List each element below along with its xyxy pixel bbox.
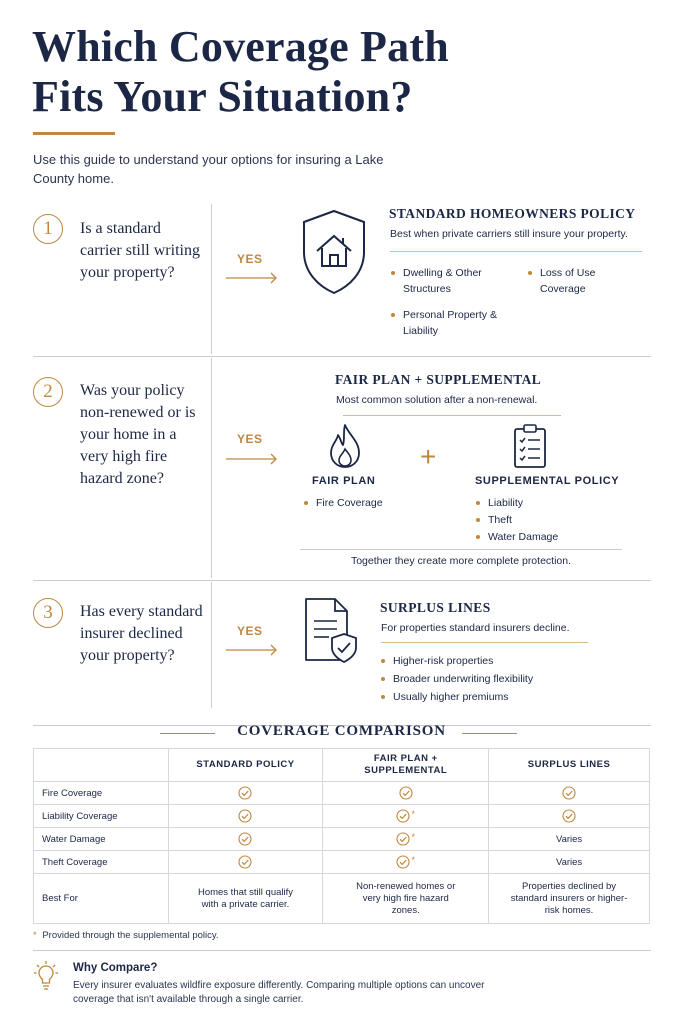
why-compare-text: Every insurer evaluates wildfire exposure differently. Comparing multiple options can uncover coverage that isn't available through a single carrier. (73, 980, 485, 1005)
title-underline (33, 132, 115, 135)
clipboard-checklist-icon (512, 423, 548, 469)
plus-sign: + (420, 441, 437, 472)
column-header (323, 749, 489, 782)
footnote-text: Provided through the supplemental policy. (42, 930, 219, 941)
table-cell: Varies (489, 851, 650, 874)
footnote (33, 930, 219, 941)
check-circle-icon (562, 786, 576, 800)
table-cell (168, 805, 323, 828)
step-2-divider (211, 358, 212, 578)
best-for-text: Homes that still qualify with a private carrier. (197, 886, 293, 910)
gold-divider (390, 251, 642, 252)
step-3-yes: YES (237, 624, 263, 638)
standard-policy-subtitle: Best when private carriers still insure your property. (390, 228, 628, 240)
step-number-1: 1 (33, 214, 63, 244)
step-separator-2 (33, 580, 651, 581)
table-cell: Varies (489, 828, 650, 851)
table-cell (168, 851, 323, 874)
comparison-title: COVERAGE COMPARISON (237, 723, 446, 739)
supplemental-policy-title: SUPPLEMENTAL POLICY (475, 475, 620, 487)
fair-plan-supplemental-subtitle: Most common solution after a non-renewal. (336, 394, 538, 406)
table-cell (168, 874, 323, 924)
row-label: Theft Coverage (34, 851, 169, 874)
bullet-item: Water Damage (476, 529, 596, 545)
table-cell (489, 805, 650, 828)
row-label: Water Damage (34, 828, 169, 851)
arrow-right-icon (226, 272, 278, 284)
column-header: STANDARD POLICY (168, 749, 323, 782)
step-2-yes: YES (237, 432, 263, 446)
arrow-right-icon (226, 453, 278, 465)
column-header: SURPLUS LINES (489, 749, 650, 782)
divider (300, 549, 622, 550)
gold-divider (343, 415, 561, 416)
table-cell (323, 782, 489, 805)
document-shield-icon (303, 596, 359, 664)
bullet-item: Theft (476, 512, 596, 528)
step-1-question: Is a standard carrier still writing your property? (80, 220, 200, 281)
step-2-question: Was your policy non-renewed or is your home in a very high fire hazard zone? (80, 382, 196, 487)
bullet-item: Liability (476, 495, 596, 511)
best-for-text: Properties declined by standard insurers or higher-risk homes. (510, 880, 628, 916)
bullet-item: Higher-risk properties (381, 653, 581, 669)
bullet-item: Broader underwriting flexibility (381, 671, 581, 687)
table-row (34, 828, 650, 851)
lightbulb-icon (34, 960, 58, 992)
column-header-text: FAIR PLAN + SUPPLEMENTAL (364, 753, 448, 776)
bullet-item: Fire Coverage (304, 495, 414, 511)
combined-protection-note: Together they create more complete protection. (350, 555, 572, 567)
table-header-row (34, 749, 650, 782)
table-row (34, 874, 650, 924)
step-3-question: Has every standard insurer declined your property? (80, 603, 203, 664)
footnote-marker: * (33, 930, 37, 941)
table-cell (489, 874, 650, 924)
table-header-blank (34, 749, 169, 782)
footnote-star: * (411, 832, 415, 842)
footnote-star: * (411, 809, 415, 819)
standard-policy-title: STANDARD HOMEOWNERS POLICY (389, 206, 636, 221)
bullet-item: Personal Property & Liability (391, 307, 521, 339)
table-cell (323, 851, 489, 874)
check-circle-icon (238, 786, 252, 800)
surplus-lines-title: SURPLUS LINES (380, 600, 491, 615)
check-circle-icon (396, 809, 410, 823)
table-cell (323, 805, 489, 828)
gold-divider (381, 642, 588, 643)
table-cell (168, 782, 323, 805)
table-row (34, 805, 650, 828)
divider (33, 950, 651, 951)
title-line-1: Which Coverage Path (32, 22, 449, 71)
table-cell (168, 828, 323, 851)
title-line-2: Fits Your Situation? (32, 72, 413, 121)
step-1-divider (211, 204, 212, 354)
row-label: Fire Coverage (34, 782, 169, 805)
table-row (34, 782, 650, 805)
step-number-2: 2 (33, 377, 63, 407)
page-title (32, 22, 652, 122)
step-3-divider (211, 582, 212, 708)
check-circle-icon (238, 809, 252, 823)
surplus-lines-subtitle: For properties standard insurers decline. (381, 622, 570, 634)
check-circle-icon (562, 809, 576, 823)
check-circle-icon (399, 786, 413, 800)
shield-house-icon (300, 208, 368, 296)
step-separator-1 (33, 356, 651, 357)
bullet-item: Loss of Use Coverage (528, 265, 628, 297)
check-circle-icon (238, 832, 252, 846)
arrow-right-icon (226, 644, 278, 656)
bullet-item: Usually higher premiums (381, 689, 581, 705)
check-circle-icon (238, 855, 252, 869)
row-label: Best For (34, 874, 169, 924)
check-circle-icon (396, 832, 410, 846)
bullet-item: Dwelling & Other Structures (391, 265, 511, 297)
step-number-3: 3 (33, 598, 63, 628)
fair-plan-title: FAIR PLAN (312, 475, 376, 487)
intro-text: Use this guide to understand your options for insuring a Lake County home. (33, 152, 384, 186)
row-label: Liability Coverage (34, 805, 169, 828)
flame-icon (325, 423, 365, 469)
check-circle-icon (396, 855, 410, 869)
footnote-star: * (411, 855, 415, 865)
step-1-yes: YES (237, 252, 263, 266)
coverage-comparison-table (33, 748, 650, 924)
table-row (34, 851, 650, 874)
fair-plan-supplemental-title: FAIR PLAN + SUPPLEMENTAL (335, 372, 542, 387)
table-cell (323, 874, 489, 924)
why-compare-title: Why Compare? (73, 962, 158, 974)
table-cell (489, 782, 650, 805)
table-cell (323, 828, 489, 851)
best-for-text: Non-renewed homes or very high fire hazard zones. (356, 880, 456, 916)
